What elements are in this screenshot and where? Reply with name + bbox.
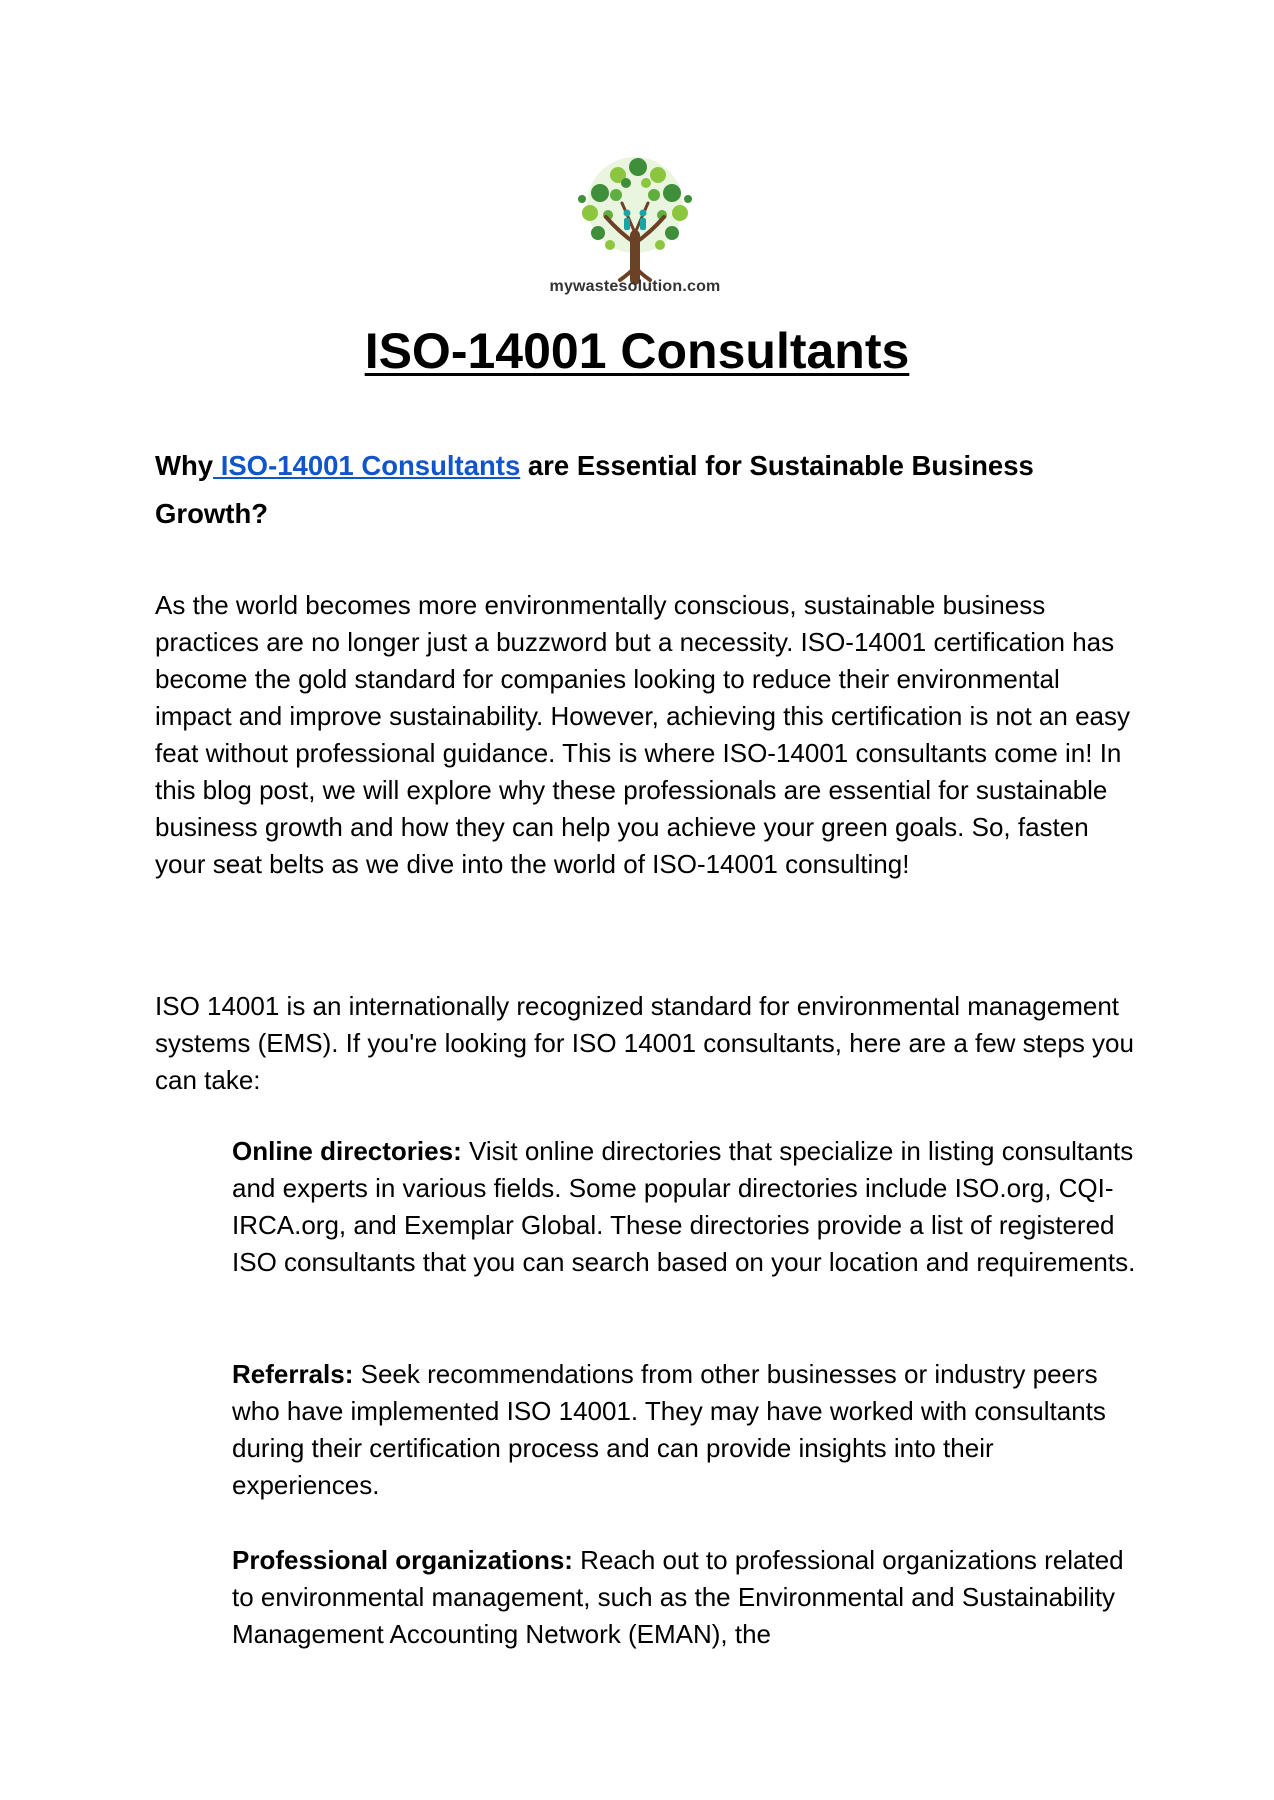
section-heading — [155, 442, 1130, 538]
heading-suffix: are Essential for Sustainable Business Growth? — [155, 450, 1034, 529]
logo-caption: mywastesolution.com — [549, 278, 721, 295]
step-professional-organizations — [232, 1542, 1137, 1653]
step-label: Online directories: — [232, 1136, 462, 1166]
step-text: Reach out to professional organizations related to environmental management, such as the Environmental and Sustainability Management Accounting Network (EMAN), the — [232, 1545, 1124, 1649]
step-online-directories — [232, 1133, 1137, 1281]
step-label: Referrals: — [232, 1359, 354, 1389]
intro-paragraph: As the world becomes more environmentally conscious, sustainable business practices are no longer just a buzzword but a necessity. ISO-14001 certification has become the gold standard for companies looking to reduce their environmental impact and improve sustainability. However, achieving this certification is not an easy feat without professional guidance. This is where ISO-14001 consultants come in! In this blog post, we will explore why these professionals are essential for sustainable business growth and how they can help you achieve your green goals. So, fasten your seat belts as we dive into the world of ISO-14001 consulting! — [155, 590, 1130, 879]
step-label: Professional organizations: — [232, 1545, 573, 1575]
step-referrals — [232, 1356, 1137, 1504]
heading-prefix: Why — [155, 450, 214, 481]
page-title: ISO-14001 Consultants — [364, 323, 910, 379]
standard-paragraph: ISO 14001 is an internationally recognized standard for environmental management systems (EMS). If you're looking for ISO 14001 consultants, here are a few steps you can take: — [155, 991, 1134, 1095]
iso-consultants-link[interactable]: ISO-14001 Consultants — [213, 450, 521, 481]
step-text: Visit online directories that specialize in listing consultants and experts in various fields. Some popular directories include ISO.org, CQI-IRCA.org, and Exemplar Global. These directories provide a list of registered ISO consultants that you can search based on your location and requirements. — [232, 1136, 1136, 1277]
step-text: Seek recommendations from other businesses or industry peers who have implemented ISO 14001. They may have worked with consultants during their certification process and can provide insights into their experiences. — [232, 1359, 1106, 1500]
